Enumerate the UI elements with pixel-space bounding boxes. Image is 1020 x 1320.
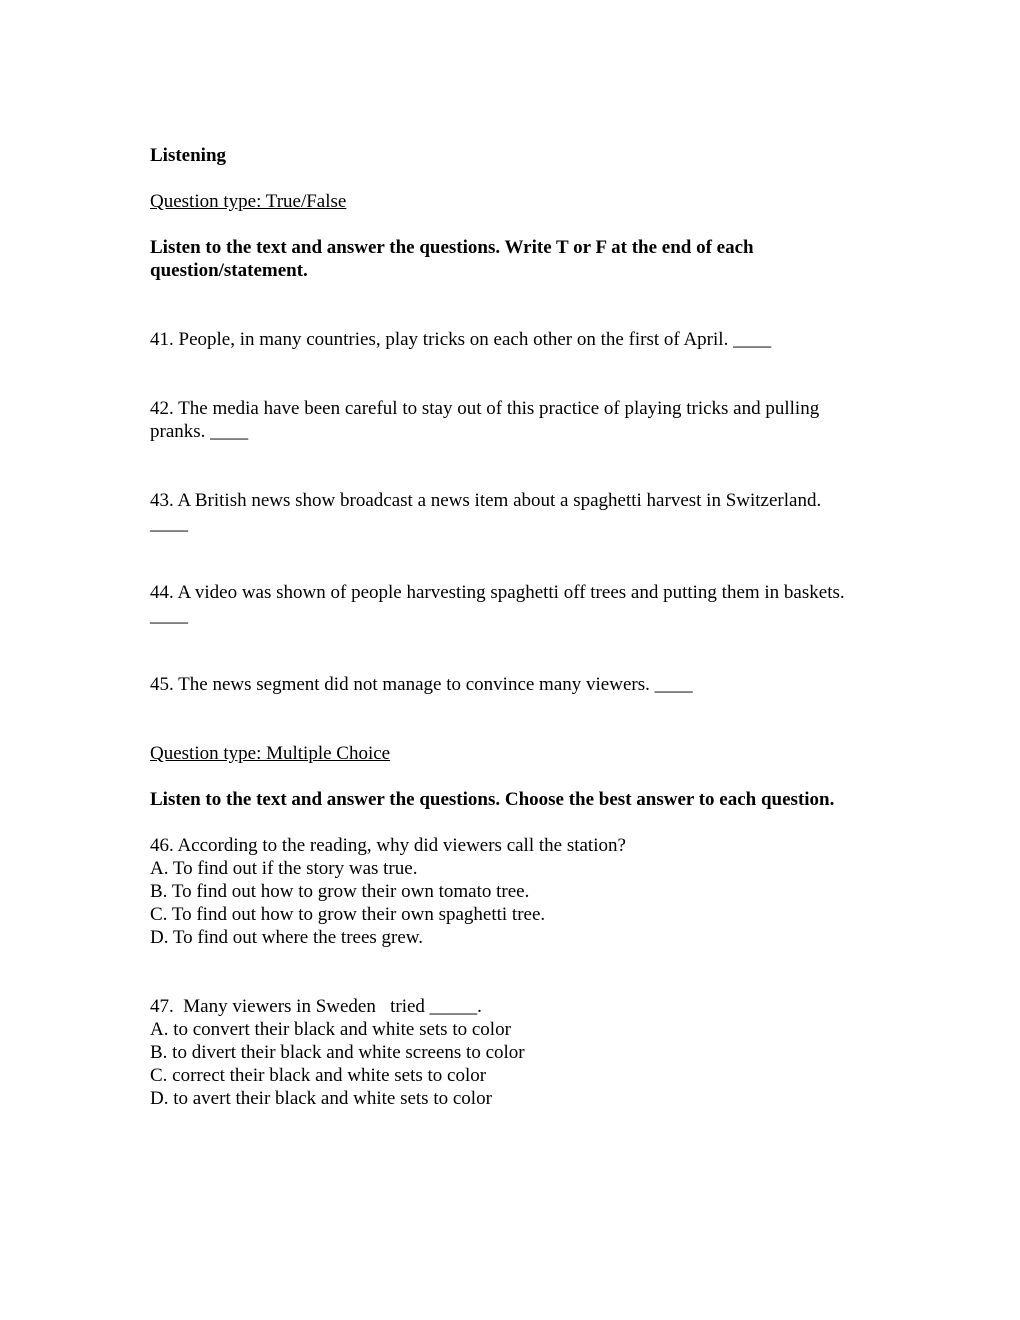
option-46-a: A. To find out if the story was true. [150, 858, 418, 879]
question-42: 42. The media have been careful to stay out of this practice of playing tricks and pulling pranks. ____ [150, 398, 820, 442]
question-45: 45. The news segment did not manage to convince many viewers. ____ [150, 674, 693, 695]
instructions-true-false: Listen to the text and answer the questions. Write T or F at the end of each question/statement. [150, 237, 754, 281]
question-43: 43. A British news show broadcast a news item about a spaghetti harvest in Switzerland. ____ [150, 490, 822, 534]
question-41: 41. People, in many countries, play tricks on each other on the first of April. ____ [150, 329, 772, 350]
question-47-options [150, 1018, 870, 1110]
instructions-multiple-choice: Listen to the text and answer the questions. Choose the best answer to each question. [150, 789, 835, 810]
section-title: Listening [150, 145, 227, 166]
document-page [150, 144, 870, 1110]
option-46-c: C. To find out how to grow their own spaghetti tree. [150, 904, 546, 925]
question-44: 44. A video was shown of people harvesting spaghetti off trees and putting them in baskets. ____ [150, 582, 845, 626]
question-46: 46. According to the reading, why did viewers call the station? [150, 835, 626, 856]
option-47-d: D. to avert their black and white sets to color [150, 1088, 492, 1109]
question-47: 47. Many viewers in Sweden tried _____. [150, 996, 482, 1017]
option-46-b: B. To find out how to grow their own tomato tree. [150, 881, 530, 902]
option-47-b: B. to divert their black and white screens to color [150, 1042, 525, 1063]
question-type-true-false: Question type: True/False [150, 191, 347, 212]
option-47-a: A. to convert their black and white sets to color [150, 1019, 511, 1040]
option-47-c: C. correct their black and white sets to color [150, 1065, 487, 1086]
option-46-d: D. To find out where the trees grew. [150, 927, 424, 948]
question-46-options [150, 857, 870, 949]
question-type-multiple-choice: Question type: Multiple Choice [150, 743, 391, 764]
